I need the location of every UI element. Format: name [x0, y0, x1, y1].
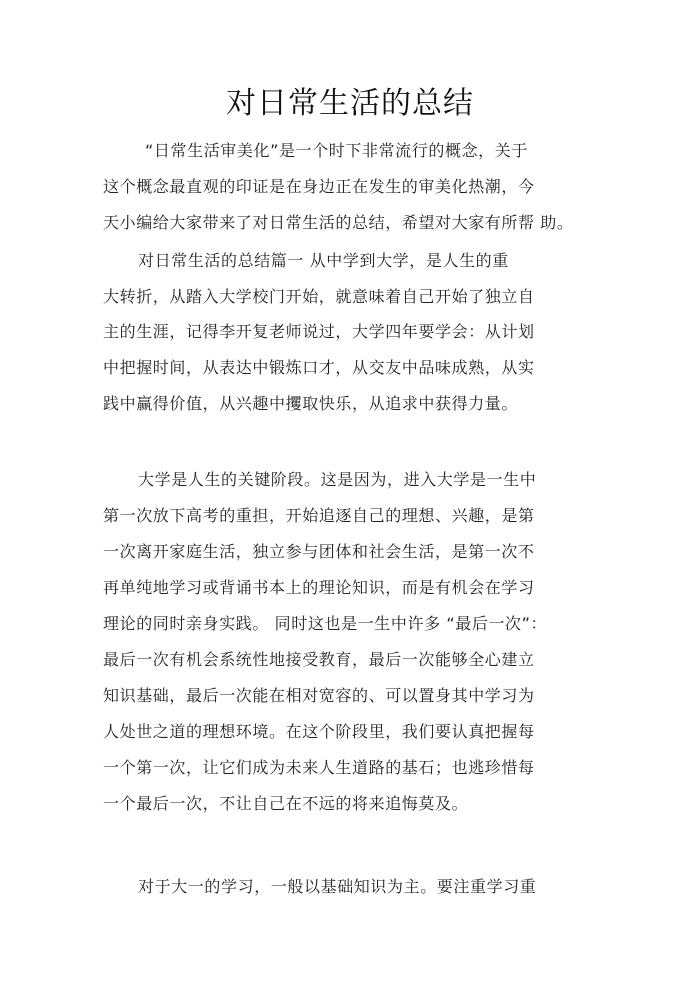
para2-line-3: 一次离开家庭生活，独立参与团体和社会生活，是第一次不 — [103, 542, 535, 561]
para2-line-10: 一个最后一次，不让自己在不远的将来追悔莫及。 — [103, 794, 469, 813]
para1-line-3: 主的生涯，记得李开复老师说过，大学四年要学会：从计划 — [103, 322, 535, 341]
para2-line-2: 第一次放下高考的重担，开始追逐自己的理想、兴趣，是第 — [103, 506, 535, 525]
para1-line-4: 中把握时间，从表达中锻炼口才，从交友中品味成熟，从实 — [103, 358, 535, 377]
intro-line-2: 这个概念最直观的印证是在身边正在发生的审美化热潮，今 — [103, 177, 535, 196]
document-title: 对日常生活的总结 — [226, 86, 474, 121]
intro-line-1: “日常生活审美化”是一个时下非常流行的概念，关于 — [145, 141, 528, 160]
para2-line-9: 一个第一次，让它们成为未来人生道路的基石；也逃珍惜每 — [103, 758, 535, 777]
para2-line-6: 最后一次有机会系统性地接受教育，最后一次能够全心建立 — [103, 650, 535, 669]
para2-line-8: 人处世之道的理想环境。在这个阶段里，我们要认真把握每 — [103, 722, 535, 741]
para2-line-1: 大学是人生的关键阶段。这是因为，进入大学是一生中 — [138, 470, 537, 489]
para1-line-1: 对日常生活的总结篇一 从中学到大学，是人生的重 — [138, 251, 509, 270]
para2-line-5: 理论的同时亲身实践。 同时这也是一生中许多 “最后一次”： — [103, 614, 548, 633]
intro-line-3: 天小编给大家带来了对日常生活的总结，希望对大家有所帮 助。 — [103, 213, 574, 232]
para2-line-4: 再单纯地学习或背诵书本上的理论知识，而是有机会在学习 — [103, 578, 535, 597]
para1-line-5: 践中赢得价值，从兴趣中攫取快乐，从追求中获得力量。 — [103, 394, 519, 413]
para1-line-2: 大转折，从踏入大学校门开始，就意味着自己开始了独立自 — [103, 287, 535, 306]
para2-line-7: 知识基础，最后一次能在相对宽容的、可以置身其中学习为 — [103, 686, 535, 705]
para3-line-1: 对于大一的学习，一般以基础知识为主。要注重学习重 — [138, 877, 537, 896]
